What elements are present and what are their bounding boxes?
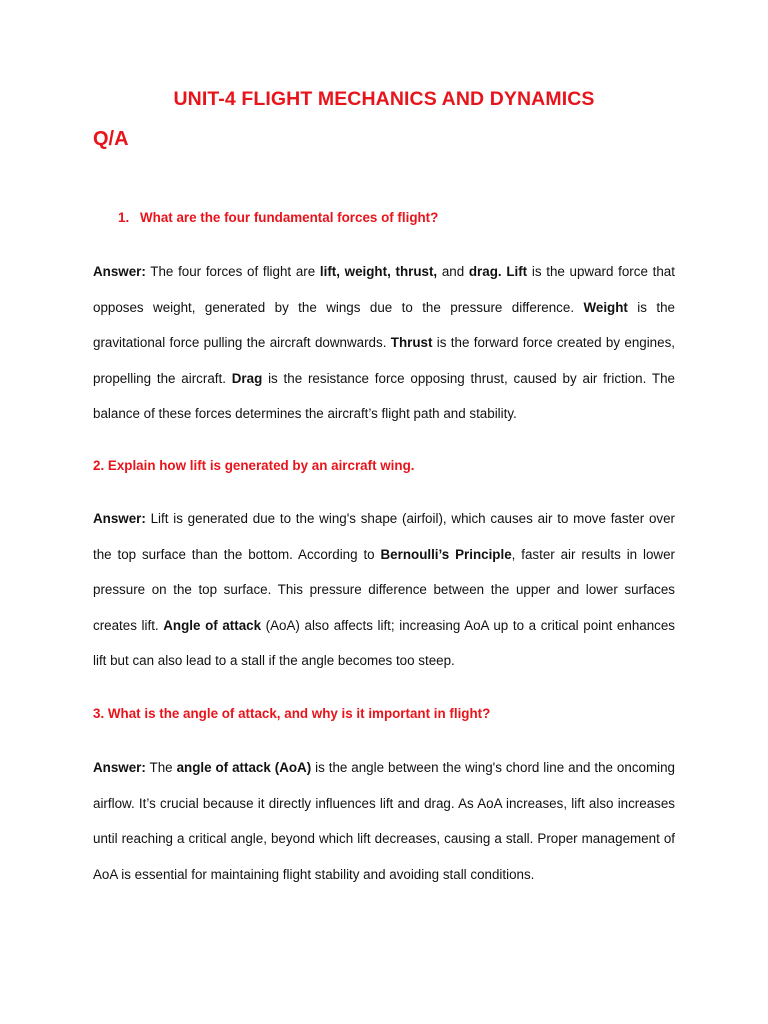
answer-text: is the upward force that opposes weight, generated by the wings due to the pressure difference. bbox=[93, 264, 675, 315]
answer-bold-term: angle of attack (AoA) bbox=[176, 760, 312, 775]
question-3-text: What is the angle of attack, and why is it important in flight? bbox=[107, 706, 491, 721]
answer-text: , faster air results in lower pressure on the top surface. This pressure difference between the upper and lower surfaces creates lift. bbox=[93, 546, 675, 633]
answer-label: Answer: bbox=[93, 760, 146, 775]
answer-label: Answer: bbox=[93, 511, 146, 526]
answer-text: and bbox=[437, 264, 469, 279]
question-2 bbox=[93, 458, 414, 473]
question-3-number: 3. bbox=[93, 706, 105, 721]
answer-3 bbox=[93, 750, 675, 892]
answer-bold-term: Weight bbox=[583, 299, 628, 315]
answer-bold-term: lift, weight, thrust, bbox=[319, 264, 438, 279]
answer-bold-term: Bernoulli’s Principle bbox=[380, 546, 512, 562]
answer-text: is the angle between the wing's chord line and the oncoming airflow. It’s crucial because it directly influences lift and drag. As AoA increases, lift also increases until reaching a critical angle, beyond which lift decreases, causing a stall. Proper management of AoA is essential for maintaining flight stability and avoiding stall conditions. bbox=[93, 760, 675, 882]
answer-text: is the resistance force opposing thrust, caused by air friction. The balance of these forces determines the aircraft’s flight path and stability. bbox=[93, 370, 675, 422]
document-subtitle: Q/A bbox=[93, 128, 129, 150]
question-2-text: Explain how lift is generated by an aircraft wing. bbox=[107, 458, 415, 473]
document-title: UNIT-4 FLIGHT MECHANICS AND DYNAMICS bbox=[173, 88, 595, 110]
answer-2 bbox=[93, 501, 675, 679]
answer-text: The four forces of flight are bbox=[145, 264, 320, 279]
answer-bold-term: Angle of attack bbox=[163, 617, 262, 633]
answer-1 bbox=[93, 254, 675, 432]
answer-bold-term: Drag bbox=[231, 370, 263, 386]
answer-text: is the gravitational force pulling the aircraft downwards. bbox=[93, 299, 675, 351]
answer-label: Answer: bbox=[93, 264, 146, 279]
answer-text: The bbox=[145, 760, 177, 775]
question-2-number: 2. bbox=[93, 458, 105, 473]
answer-text: Lift is generated due to the wing's shape (airfoil), which causes air to move faster over the top surface than the bottom. According to bbox=[93, 511, 675, 562]
answer-bold-term: Thrust bbox=[390, 335, 433, 351]
question-1-number: 1. bbox=[118, 210, 130, 225]
answer-text: (AoA) also affects lift; increasing AoA up to a critical point enhances lift but can also lead to a stall if the angle becomes too steep. bbox=[93, 617, 675, 669]
question-3 bbox=[93, 706, 490, 721]
answer-bold-term: Lift bbox=[506, 264, 528, 279]
question-1 bbox=[118, 210, 438, 225]
answer-bold-term: drag. bbox=[468, 264, 502, 279]
question-1-text: What are the four fundamental forces of flight? bbox=[140, 210, 439, 225]
answer-text: is the forward force created by engines, propelling the aircraft. bbox=[93, 335, 675, 386]
